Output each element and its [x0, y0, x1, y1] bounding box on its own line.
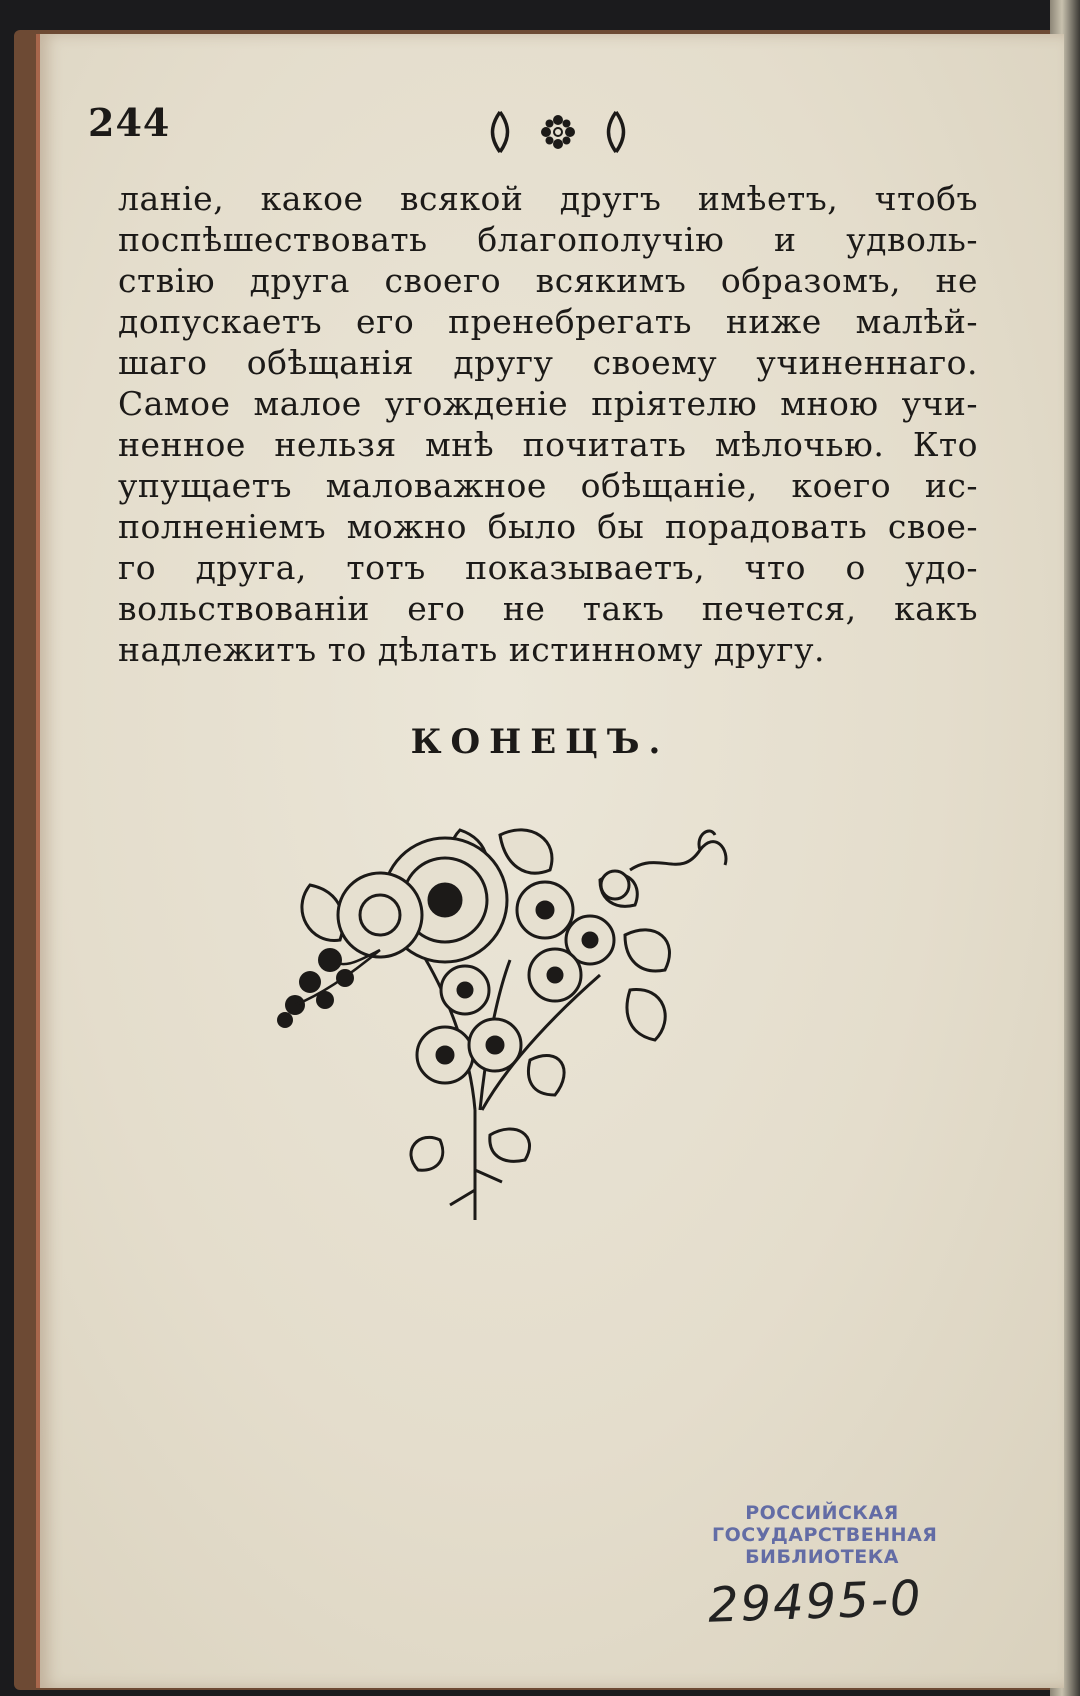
header-ornament-icon	[488, 108, 628, 156]
text-line: шаго обѣщанія другу своему учиненнаго.	[118, 343, 978, 382]
text-line: ненное нельзя мнѣ почитать мѣлочью. Кто	[118, 425, 978, 464]
page-number: 244	[88, 100, 171, 145]
flower-bouquet-vignette	[270, 810, 790, 1230]
text-line: Самое малое угожденіе пріятелю мною учи-	[118, 384, 978, 423]
library-stamp	[712, 1502, 938, 1568]
stamp-line: ГОСУДАРСТВЕННАЯ	[712, 1524, 938, 1546]
body-text	[118, 178, 978, 670]
text-line: го друга, тотъ показываетъ, что о удо-	[118, 548, 978, 587]
text-line: полненіемъ можно было бы порадовать свое-	[118, 507, 978, 546]
text-line: вольствованіи его не такъ печется, какъ	[118, 589, 978, 628]
text-line: ланіе, какое всякой другъ имѣетъ, чтобъ	[118, 179, 978, 218]
text-line: ствію друга своего всякимъ образомъ, не	[118, 261, 978, 300]
text-line: упущаетъ маловажное обѣщаніе, коего ис-	[118, 466, 978, 505]
stamp-line: РОССИЙСКАЯ	[745, 1502, 899, 1524]
handwritten-shelfmark: 29495-0	[707, 1570, 924, 1634]
text-line: надлежитъ то дѣлать истинному другу.	[118, 630, 825, 669]
text-line: допускаетъ его пренебрегать ниже малѣй-	[118, 302, 978, 341]
closing-heading: КОНЕЦЪ.	[410, 722, 670, 762]
text-line: поспѣшествовать благополучію и удволь-	[118, 220, 978, 259]
stamp-line: БИБЛИОТЕКА	[745, 1546, 899, 1568]
